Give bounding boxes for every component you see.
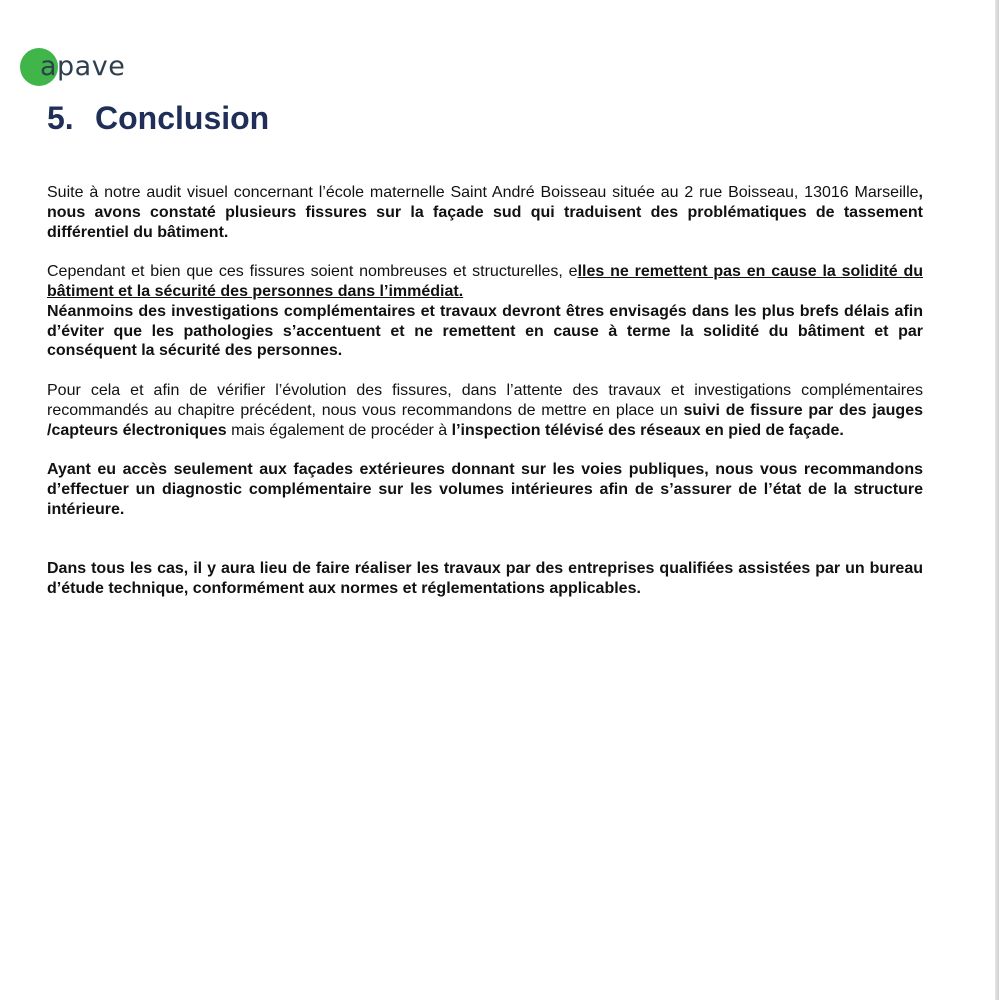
paragraph-bold-text: Néanmoins des investigations complémentaires et travaux devront êtres envisagés dans les plus brefs délais afin d’éviter que les pathologies s’accentuent et ne remettent en cause à terme la solidité du bâtiment et par conséquent la sécurité des personnes. [47, 302, 923, 360]
paragraph-works-execution [47, 559, 923, 599]
paragraph-text: Cependant et bien que ces fissures soient nombreuses et structurelles, e [47, 263, 578, 281]
section-heading [47, 98, 269, 138]
paragraph-underlined-text: lles ne remettent pas en cause la solidité du bâtiment et la sécurité des personnes dans l’immédiat. [47, 263, 924, 300]
paragraph-bold-text: suivi de fissure par des jauges /capteurs électroniques [47, 401, 924, 439]
section-title: Conclusion [95, 100, 270, 136]
paragraph-text: Pour cela et afin de vérifier l’évolution des fissures, dans l’attente des travaux et investigations complémentaires recommandés au chapitre précédent, nous vous recommandons de mettre en place un [47, 381, 923, 419]
paragraph-bold-text: Dans tous les cas, il y aura lieu de faire réaliser les travaux par des entreprises qualifiées assistées par un bureau d’étude technique, conformément aux normes et réglementations applicables. [47, 560, 923, 597]
paragraph-investigations [47, 302, 923, 361]
apave-logo [20, 47, 160, 87]
paragraph-bold-text: Ayant eu accès seulement aux façades extérieures donnant sur les voies publiques, nous vous recommandons d’effectuer un diagnostic complémentaire sur les volumes intérieures afin de s’assurer de l’état de la structure intérieure. [47, 461, 923, 518]
paragraph-text: mais également de procéder à [226, 421, 452, 439]
page-edge-shadow [995, 0, 999, 1000]
paragraph-text: Suite à notre audit visuel concernant l’école maternelle Saint André Boisseau située au 2 rue Boisseau, 13016 Marseille [47, 184, 919, 201]
section-number: 5. [47, 100, 74, 136]
paragraph-bold-text: l’inspection télévisé des réseaux en pied de façade. [451, 421, 844, 439]
paragraph-interior-diagnostic [47, 460, 923, 519]
paragraph-structural-safety [47, 262, 923, 302]
paragraph-monitoring [47, 381, 923, 440]
paragraph-bold-text: , nous avons constaté plusieurs fissures sur la façade sud qui traduisent des problématiques de tassement différentiel du bâtiment. [47, 184, 923, 241]
paragraph-audit-findings [47, 183, 923, 242]
logo-text: apave [40, 51, 126, 82]
conclusion-body [47, 183, 923, 599]
